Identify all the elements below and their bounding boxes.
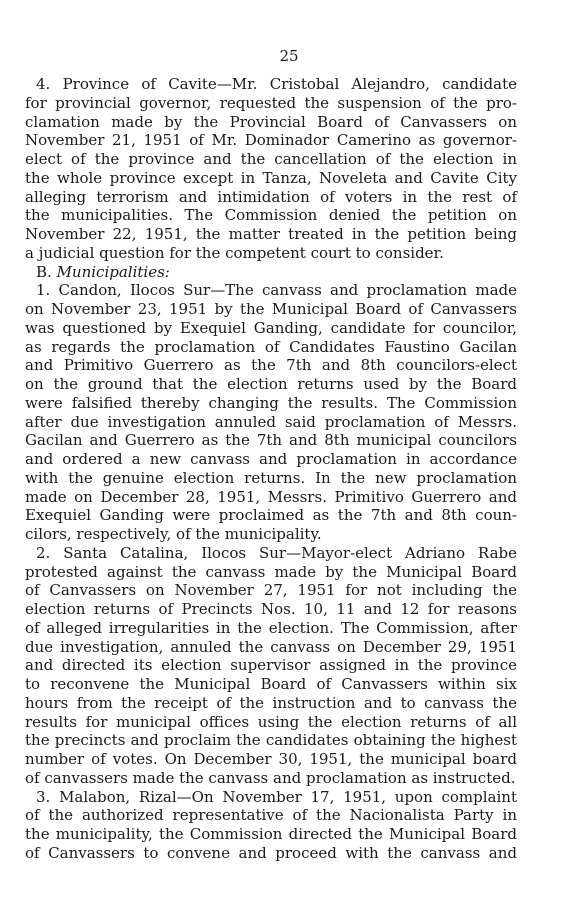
text-line: of Canvassers on November 27, 1951 for not including the xyxy=(25,581,517,600)
text-line: alleging terrorism and intimidation of voters in the rest of xyxy=(25,187,517,206)
page-number: 25 xyxy=(279,47,299,65)
text-line: of alleged irregularities in the election. The Commission, after xyxy=(25,618,517,637)
text-line: election returns of Precincts Nos. 10, 11 and 12 for reasons xyxy=(25,600,517,618)
text-line: the municipality, the Commission directed the Municipal Board xyxy=(25,825,517,843)
text-line: clamation made by the Provincial Board of Canvassers on xyxy=(25,112,517,131)
text-line: number of votes. On December 30, 1951, the municipal board xyxy=(25,750,517,768)
text-line: as regards the proclamation of Candidates Faustino Gacilan xyxy=(25,337,517,356)
text-line: the whole province except in Tanza, Noveleta and Cavite City xyxy=(25,168,517,187)
section-heading xyxy=(25,263,517,282)
text-line: Gacilan and Guerrero as the 7th and 8th municipal councilors xyxy=(25,431,517,450)
text-line: November 22, 1951, the matter treated in the petition being xyxy=(25,225,517,243)
text-line: and directed its election supervisor assigned in the province xyxy=(25,656,517,675)
text-line: a judicial question for the competent court to consider. xyxy=(25,243,444,262)
text-line: hours from the receipt of the instruction and to canvass the xyxy=(25,693,517,712)
text-line: Exequiel Ganding were proclaimed as the 7th and 8th coun- xyxy=(25,506,517,525)
text-line: due investigation, annuled the canvass on December 29, 1951 xyxy=(25,637,517,656)
text-line: 1. Candon, Ilocos Sur—The canvass and proclamation made xyxy=(36,281,517,300)
section-letter: B. xyxy=(36,262,52,281)
text-line: made on December 28, 1951, Messrs. Primitivo Guerrero and xyxy=(25,487,517,506)
text-line: elect of the province and the cancellation of the election in xyxy=(25,150,517,168)
text-line: of Canvassers to convene and proceed with the canvass and xyxy=(25,843,517,862)
text-line: for provincial governor, requested the suspension of the pro- xyxy=(25,93,517,112)
text-line: 2. Santa Catalina, Ilocos Sur—Mayor-elect Adriano Rabe xyxy=(36,543,517,562)
text-line: after due investigation annuled said proclamation of Messrs. xyxy=(25,412,517,431)
text-line: cilors, respectively, of the municipality. xyxy=(25,525,322,543)
text-line: of the authorized representative of the Nacionalista Party in xyxy=(25,806,517,825)
section-title: Municipalities: xyxy=(56,262,170,281)
text-line: the precincts and proclaim the candidates obtaining the highest xyxy=(25,731,517,750)
text-line: on November 23, 1951 by the Municipal Board of Canvassers xyxy=(25,300,517,318)
body-text xyxy=(25,75,517,863)
text-line: was questioned by Exequiel Ganding, candidate for councilor, xyxy=(25,318,517,337)
text-line: to reconvene the Municipal Board of Canvassers within six xyxy=(25,675,517,693)
text-line: and ordered a new canvass and proclamation in accordance xyxy=(25,450,517,468)
text-line: and Primitivo Guerrero as the 7th and 8th councilors-elect xyxy=(25,356,517,375)
text-line: results for municipal offices using the election returns of all xyxy=(25,712,517,731)
text-line: were falsified thereby changing the results. The Commission xyxy=(25,393,517,412)
text-line: November 21, 1951 of Mr. Dominador Camerino as governor- xyxy=(25,131,517,150)
text-line: on the ground that the election returns used by the Board xyxy=(25,375,517,393)
text-line: 3. Malabon, Rizal—On November 17, 1951, upon complaint xyxy=(36,787,517,806)
text-line: the municipalities. The Commission denied the petition on xyxy=(25,206,517,225)
text-line: protested against the canvass made by the Municipal Board xyxy=(25,562,517,581)
text-line: of canvassers made the canvass and proclamation as instructed. xyxy=(25,768,516,787)
text-line: 4. Province of Cavite—Mr. Cristobal Alejandro, candidate xyxy=(36,75,517,93)
text-line: with the genuine election returns. In the new proclamation xyxy=(25,468,517,487)
